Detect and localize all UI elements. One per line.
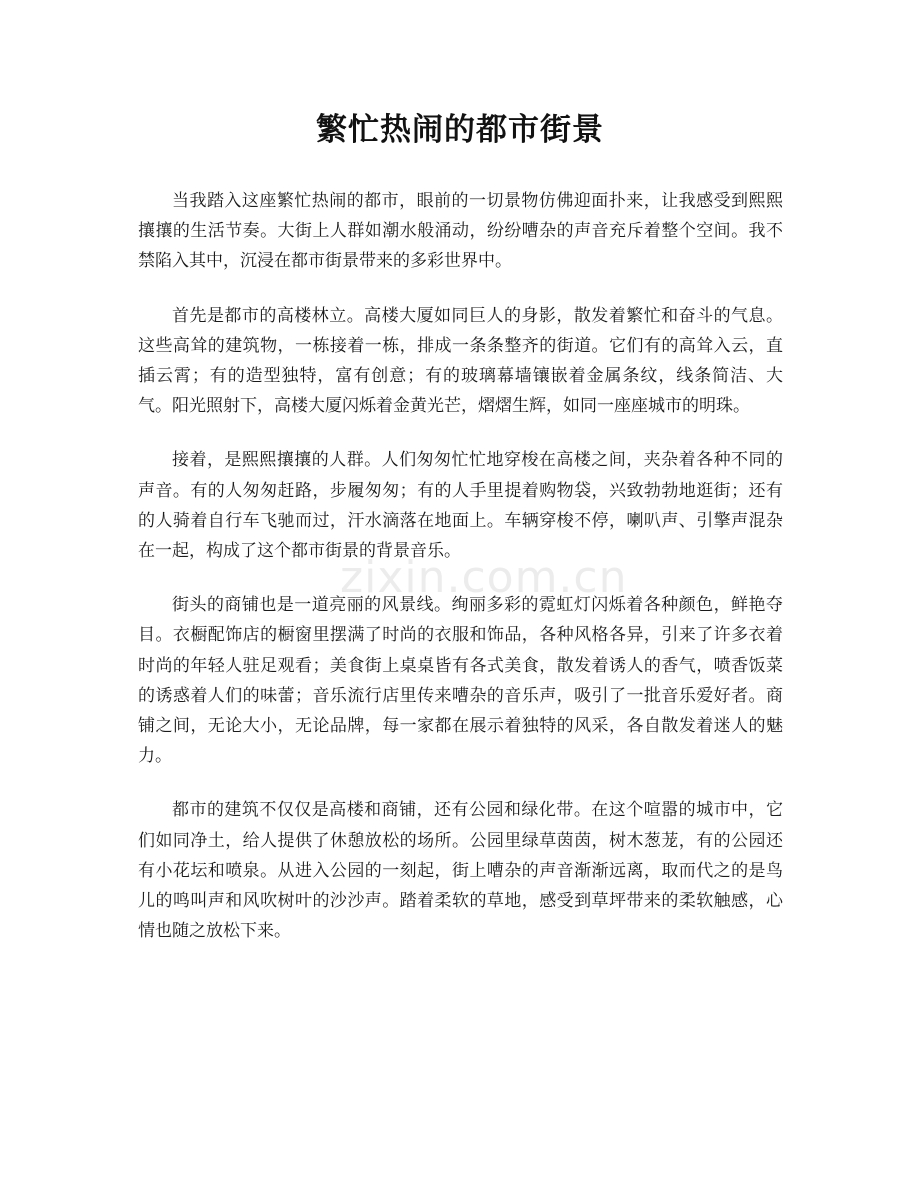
paragraph-2: 首先是都市的高楼林立。高楼大厦如同巨人的身影，散发着繁忙和奋斗的气息。这些高耸的建筑物，一栋接着一栋，排成一条条整齐的街道。它们有的高耸入云，直插云霄；有的造型独特，富有创意；有的玻璃幕墙镶嵌着金属条纹，线条简洁、大气。阳光照射下，高楼大厦闪烁着金黄光芒，熠熠生辉，如同一座座城市的明珠。 (138, 305, 783, 417)
document-title: 繁忙热闹的都市街景 (316, 112, 604, 148)
paragraph-5: 都市的建筑不仅仅是高楼和商铺，还有公园和绿化带。在这个喧嚣的城市中，它们如同净土，给人提供了休憩放松的场所。公园里绿草茵茵，树木葱茏，有的公园还有小花坛和喷泉。从进入公园的一刻起，街上嘈杂的声音渐渐远离，取而代之的是鸟儿的鸣叫声和风吹树叶的沙沙声。踏着柔软的草地，感受到草坪带来的柔软触感，心情也随之放松下来。 (138, 800, 783, 942)
paragraph-1: 当我踏入这座繁忙热闹的都市，眼前的一切景物仿佛迎面扑来，让我感受到熙熙攘攘的生活节奏。大街上人群如潮水般涌动，纷纷嘈杂的声音充斥着整个空间。我不禁陷入其中，沉浸在都市街景带来的多彩世界中。 (138, 191, 783, 272)
document-body (138, 186, 783, 970)
paragraph-4: 街头的商铺也是一道亮丽的风景线。绚丽多彩的霓虹灯闪烁着各种颜色，鲜艳夺目。衣橱配饰店的橱窗里摆满了时尚的衣服和饰品，各种风格各异，引来了许多衣着时尚的年轻人驻足观看；美食街上桌桌皆有各式美食，散发着诱人的香气，喷香饭菜的诱惑着人们的味蕾；音乐流行店里传来嘈杂的音乐声，吸引了一批音乐爱好者。商铺之间，无论大小，无论品牌，每一家都在展示着独特的风采，各自散发着迷人的魅力。 (138, 595, 783, 767)
watermark-text: zixin.com.cn (340, 552, 628, 603)
paragraph-3: 接着，是熙熙攘攘的人群。人们匆匆忙忙地穿梭在高楼之间，夹杂着各种不同的声音。有的人匆匆赶路，步履匆匆；有的人手里提着购物袋，兴致勃勃地逛街；还有的人骑着自行车飞驰而过，汗水滴落在地面上。车辆穿梭不停，喇叭声、引擎声混杂在一起，构成了这个都市街景的背景音乐。 (138, 450, 783, 562)
